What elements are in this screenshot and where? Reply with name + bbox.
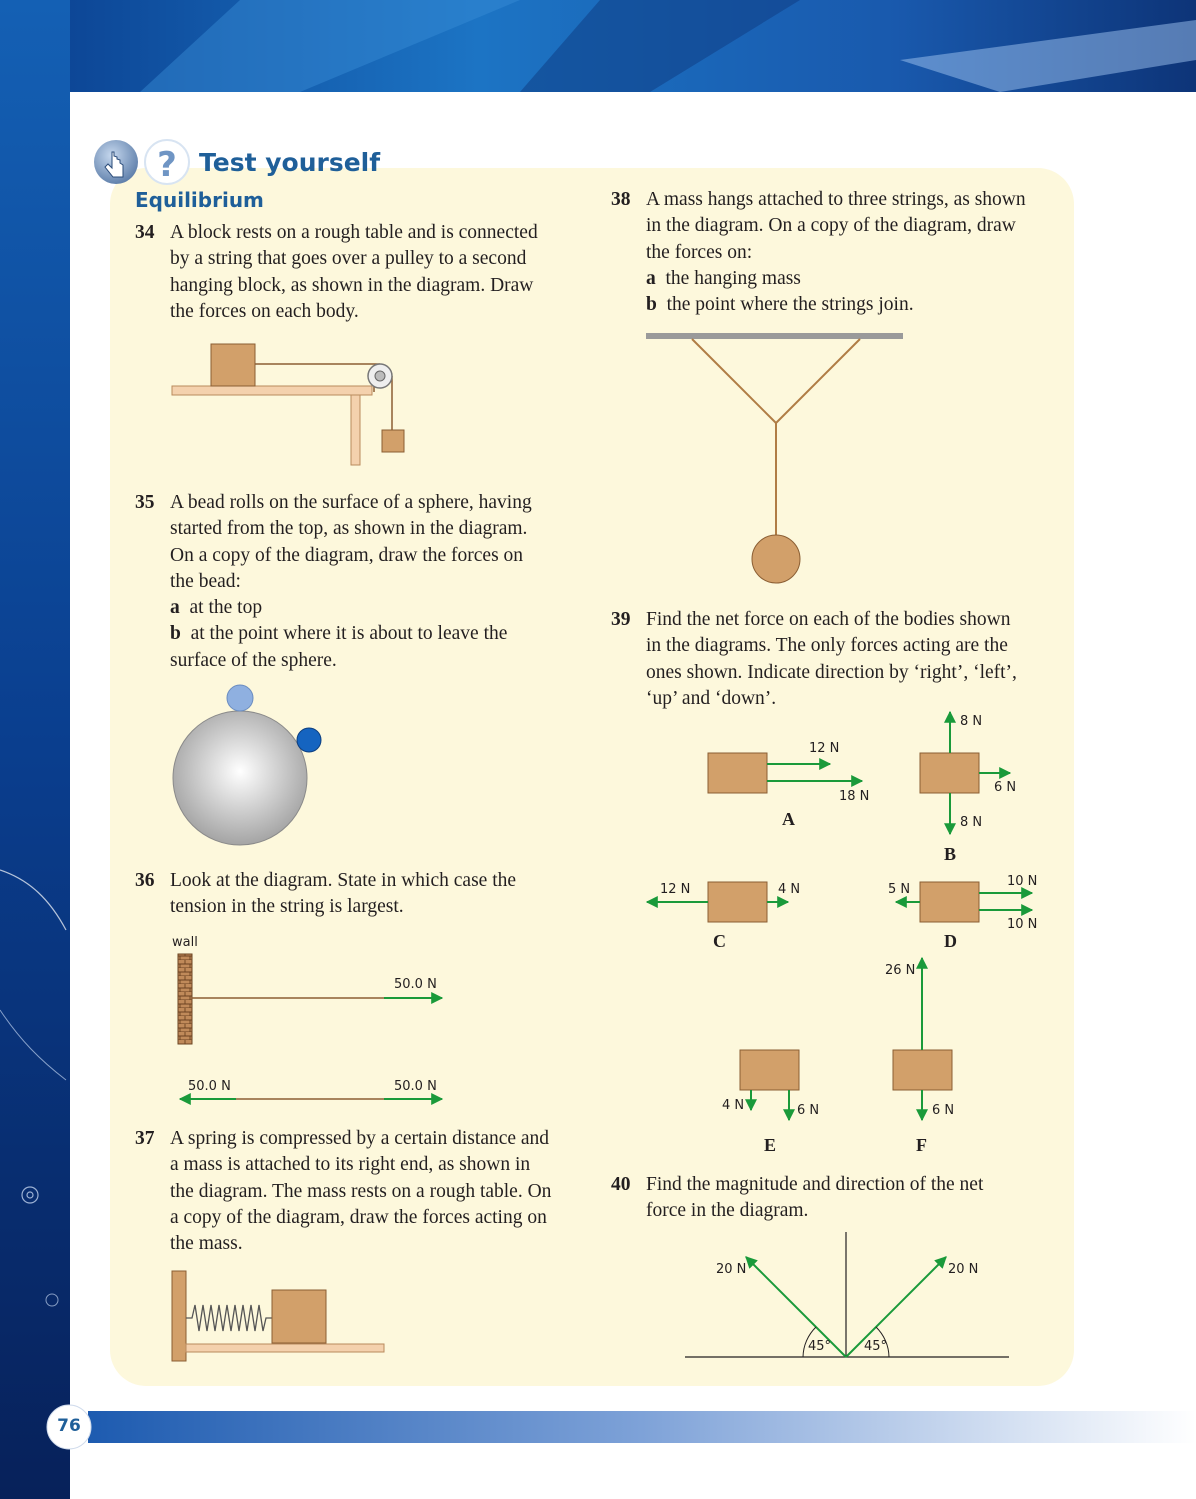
force-label: 5 N bbox=[888, 882, 911, 897]
question-text-line: ones shown. Indicate direction by ‘right’, ‘left’, bbox=[646, 661, 1017, 683]
force-label: 50.0 N bbox=[394, 1079, 437, 1094]
force-label: 18 N bbox=[839, 789, 870, 804]
question-text-line: A spring is compressed by a certain distance and bbox=[170, 1128, 550, 1149]
sub-item-text: at the point where it is about to leave the bbox=[190, 623, 508, 645]
force-label: 10 N bbox=[1007, 917, 1038, 932]
diagram-label-c: C bbox=[713, 931, 726, 951]
force-label: 50.0 N bbox=[188, 1079, 231, 1094]
question-number: 36 bbox=[135, 870, 155, 891]
sub-item-label: a bbox=[170, 597, 180, 619]
question-text-line: A block rests on a rough table and is connected bbox=[170, 222, 538, 243]
force-label: 26 N bbox=[885, 963, 916, 978]
diagram-label-e: E bbox=[764, 1135, 777, 1155]
force-label: 6 N bbox=[994, 780, 1017, 795]
force-label: 6 N bbox=[932, 1103, 955, 1118]
sub-item-text: the hanging mass bbox=[665, 267, 801, 289]
question-text-line: a mass is attached to its right end, as shown in bbox=[170, 1154, 531, 1176]
question-text-line: the forces on each body. bbox=[170, 300, 359, 322]
sub-item-label: b bbox=[646, 294, 657, 316]
force-label: 4 N bbox=[778, 882, 801, 897]
force-label: 50.0 N bbox=[394, 977, 437, 992]
question-text-line: started from the top, as shown in the diagram. bbox=[170, 518, 528, 540]
force-label: 8 N bbox=[960, 714, 983, 729]
question-text-line: A bead rolls on the surface of a sphere, having bbox=[170, 492, 532, 513]
wall-label: wall bbox=[172, 935, 198, 950]
question-text-line: the bead: bbox=[170, 570, 241, 592]
page-number: 76 bbox=[57, 1416, 81, 1436]
sub-item-text: at the top bbox=[189, 597, 263, 619]
question-text-line: Look at the diagram. State in which case the bbox=[170, 870, 517, 891]
angle-label: 45° bbox=[808, 1339, 832, 1354]
question-number: 37 bbox=[135, 1128, 155, 1149]
subsection-title: Equilibrium bbox=[135, 188, 264, 212]
question-text-line: the mass. bbox=[170, 1233, 243, 1255]
force-label: 12 N bbox=[809, 741, 840, 756]
force-label: 8 N bbox=[960, 815, 983, 830]
question-number: 40 bbox=[611, 1174, 631, 1195]
question-text-line: tension in the string is largest. bbox=[170, 896, 404, 918]
question-number: 35 bbox=[135, 492, 155, 513]
question-number: 39 bbox=[611, 609, 631, 630]
question-text-line: Find the net force on each of the bodies shown bbox=[646, 609, 1011, 630]
diagram-label-f: F bbox=[916, 1135, 927, 1155]
question-text-line: On a copy of the diagram, draw the forces on bbox=[170, 544, 524, 566]
diagram-label-b: B bbox=[944, 844, 957, 864]
sub-item-text: the point where the strings join. bbox=[666, 294, 914, 316]
question-text-line: Find the magnitude and direction of the net bbox=[646, 1174, 984, 1195]
force-label: 20 N bbox=[948, 1262, 979, 1277]
question-text-line: hanging block, as shown in the diagram. Draw bbox=[170, 274, 534, 296]
question-text-line: ‘up’ and ‘down’. bbox=[646, 687, 777, 709]
force-label: 20 N bbox=[716, 1262, 747, 1277]
angle-label: 45° bbox=[864, 1339, 888, 1354]
question-number: 34 bbox=[135, 222, 155, 243]
diagram-label-d: D bbox=[944, 931, 957, 951]
question-text-line: A mass hangs attached to three strings, as shown bbox=[646, 189, 1026, 210]
force-label: 4 N bbox=[722, 1098, 745, 1113]
sub-item-label: a bbox=[646, 267, 656, 289]
question-text-line: the forces on: bbox=[646, 241, 753, 263]
question-text-line: in the diagram. On a copy of the diagram, draw bbox=[646, 215, 1016, 237]
question-text-line: the diagram. The mass rests on a rough table. On bbox=[170, 1180, 552, 1202]
force-label: 12 N bbox=[660, 882, 691, 897]
sub-item-label: b bbox=[170, 623, 181, 645]
diagram-label-a: A bbox=[782, 809, 795, 829]
section-title: Test yourself bbox=[199, 148, 381, 177]
force-label: 6 N bbox=[797, 1103, 820, 1118]
question-number: 38 bbox=[611, 189, 631, 210]
sub-item-text: surface of the sphere. bbox=[170, 649, 337, 671]
question-text-line: in the diagrams. The only forces acting are the bbox=[646, 635, 1008, 657]
svg-text:?: ? bbox=[157, 145, 177, 185]
question-text-line: a copy of the diagram, draw the forces acting on bbox=[170, 1206, 547, 1228]
force-label: 10 N bbox=[1007, 874, 1038, 889]
question-text-line: by a string that goes over a pulley to a second bbox=[170, 248, 527, 270]
question-text-line: force in the diagram. bbox=[646, 1200, 809, 1222]
